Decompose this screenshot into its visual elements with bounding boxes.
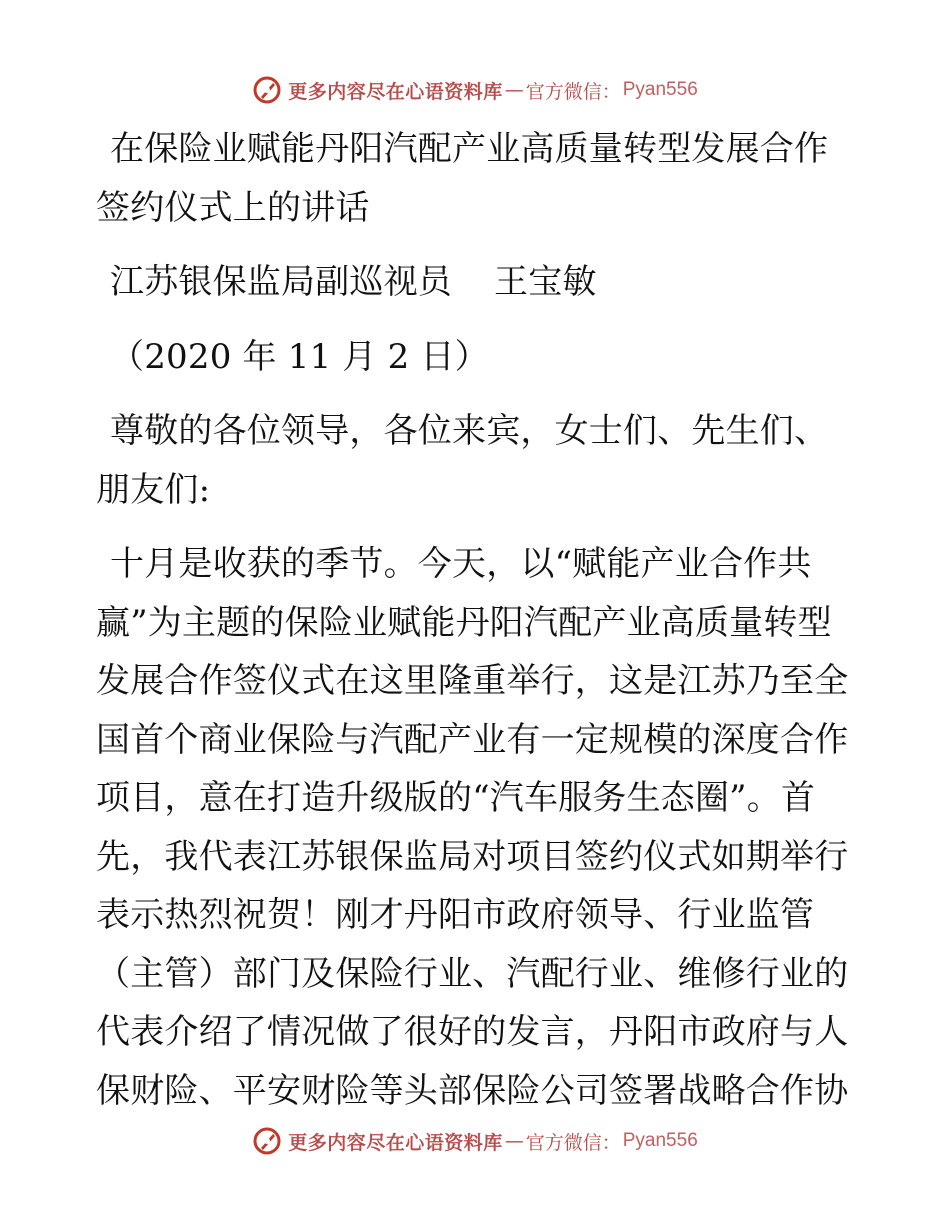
banner-separator: —	[504, 79, 524, 101]
quill-logo-icon	[252, 1126, 282, 1156]
body-line-7: 表示热烈祝贺！刚才丹阳市政府领导、行业监管	[96, 895, 815, 935]
speaker-name: 王宝敏	[494, 262, 597, 302]
banner-brand: 更多内容尽在心语资料库	[288, 1131, 503, 1154]
banner-official-label: 官方微信：	[525, 80, 621, 103]
speaker-position: 江苏银保监局副巡视员	[110, 262, 452, 302]
speech-date: （2020 年 11 月 2 日）	[110, 336, 489, 377]
banner-separator: —	[504, 1130, 524, 1152]
footer-banner	[0, 1121, 950, 1161]
title-line-1: 在保险业赋能丹阳汽配产业高质量转型发展合作	[110, 129, 829, 169]
body-line-3: 发展合作签仪式在这里隆重举行，这是江苏乃至全	[96, 661, 849, 701]
salutation-line-2: 朋友们:	[96, 469, 211, 510]
body-line-8: （主管）部门及保险行业、汽配行业、维修行业的	[96, 953, 849, 994]
body-line-4: 国首个商业保险与汽配产业有一定规模的深度合作	[96, 719, 849, 760]
body-line-2: 赢”为主题的保险业赋能丹阳汽配产业高质量转型	[96, 602, 832, 643]
body-line-6: 先，我代表江苏银保监局对项目签约仪式如期举行	[96, 836, 849, 877]
salutation-line-1: 尊敬的各位领导，各位来宾，女士们、先生们、	[110, 411, 829, 451]
speaker-line	[96, 253, 856, 312]
body-line-10: 保财险、平安财险等头部保险公司签署战略合作协	[96, 1070, 849, 1111]
document-page	[96, 120, 856, 1120]
quill-logo-icon	[252, 75, 282, 105]
banner-wechat-id: Pyan556	[622, 1130, 698, 1151]
body-line-1: 十月是收获的季节。今天，以“赋能产业合作共	[110, 544, 812, 584]
header-banner	[0, 70, 950, 110]
title-line-2: 签约仪式上的讲话	[96, 187, 370, 228]
banner-official-label: 官方微信：	[525, 1131, 621, 1154]
banner-brand: 更多内容尽在心语资料库	[288, 80, 503, 103]
body-line-5: 项目，意在打造升级版的“汽车服务生态圈”。首	[96, 778, 816, 818]
body-line-9: 代表介绍了情况做了很好的发言，丹阳市政府与人	[96, 1012, 849, 1052]
banner-wechat-id: Pyan556	[622, 79, 698, 100]
